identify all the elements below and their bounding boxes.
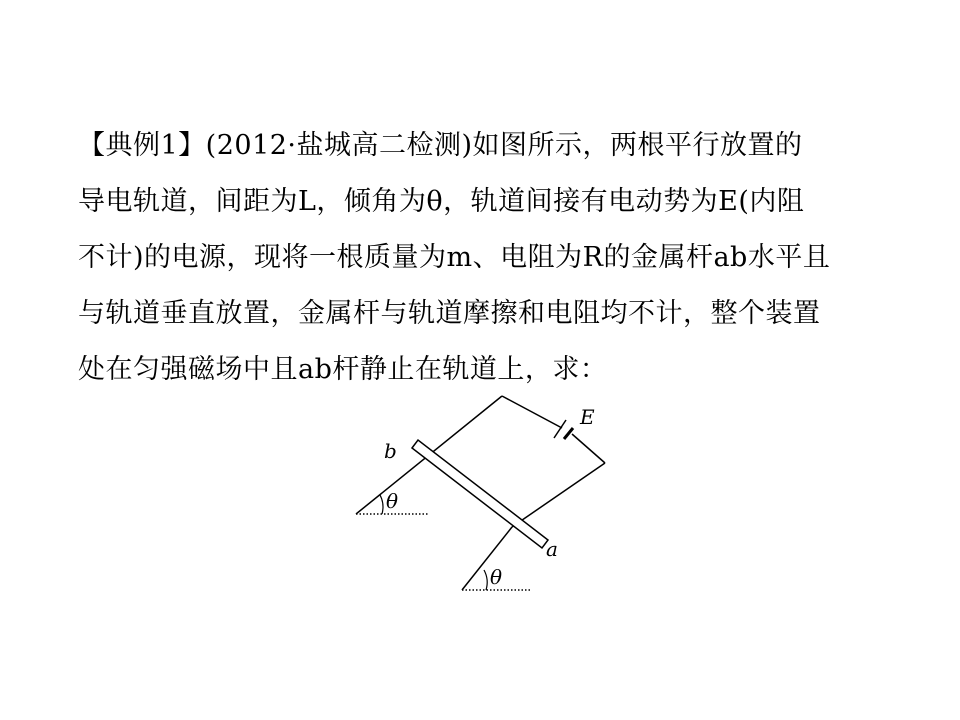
problem-statement	[78, 118, 888, 398]
right-wire	[512, 463, 605, 527]
label-theta-bottom: θ	[490, 565, 503, 589]
battery-plate-short	[564, 428, 573, 439]
problem-line-3: 不计)的电源，现将一根质量为m、电阻为R的金属杆ab水平且	[78, 242, 831, 273]
battery-plate-long	[554, 420, 566, 438]
battery-wire-right	[572, 434, 605, 463]
problem-line-4: 与轨道垂直放置，金属杆与轨道摩擦和电阻均不计，整个装置	[78, 298, 821, 329]
circuit-diagram	[340, 388, 620, 598]
problem-line-1: 【典例1】(2012·盐城高二检测)如图所示，两根平行放置的	[78, 130, 803, 161]
metal-rod-ab	[412, 440, 548, 548]
label-theta-top: θ	[386, 489, 399, 513]
label-b: b	[384, 439, 397, 463]
problem-line-2: 导电轨道，间距为L，倾角为θ，轨道间接有电动势为E(内阻	[78, 186, 805, 217]
label-a: a	[546, 537, 558, 561]
problem-line-5: 处在匀强磁场中且ab杆静止在轨道上，求：	[78, 354, 608, 385]
top-wire	[502, 396, 562, 428]
label-E: E	[580, 405, 595, 429]
